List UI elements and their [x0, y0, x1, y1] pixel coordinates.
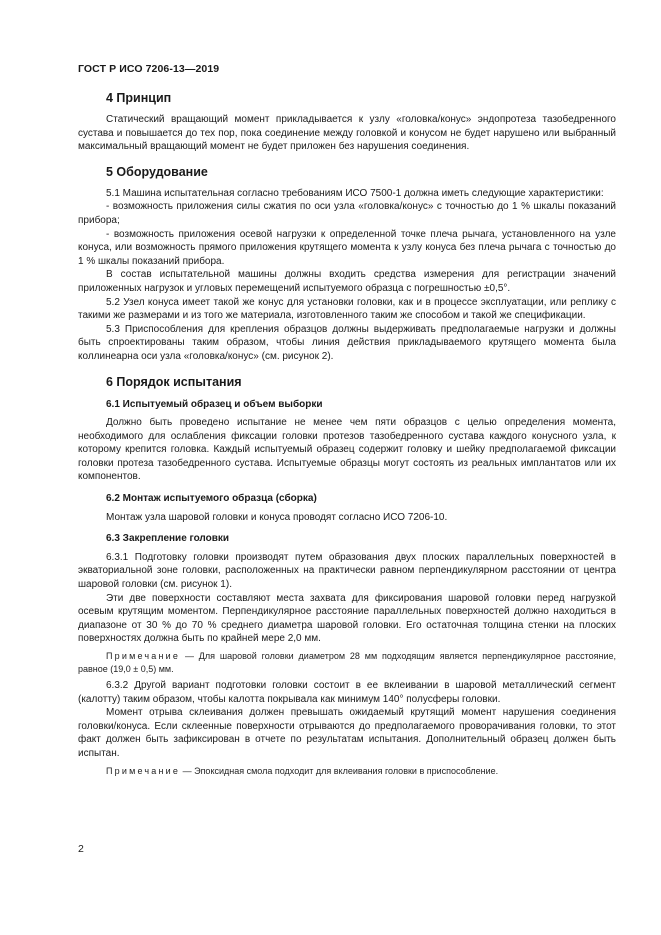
section-4-paragraph: Статический вращающий момент прикладывается к узлу «головка/конус» эндопротеза тазобедренного сустава и повышается до тех пор, пока соединение между головкой и конусом не будет нарушено или выбранный максимальный вращающий момент не будет приложен без нарушения соединения.	[78, 114, 616, 153]
section-6-3-1-paragraph: 6.3.1 Подготовку головки производят путем образования двух плоских параллельных поверхностей в экваториальной зоне головки, расположенных на практически равном перпендикулярном расстоянии от центра шаровой головки (см. рисунок 1).	[78, 551, 616, 591]
section-5-3-paragraph: 5.3 Приспособления для крепления образцов должны выдерживать предполагаемые нагрузки и должны быть спроектированы таким образом, чтобы линия действия прикладываемого крутящего момента была коллинеарна оси узла «головка/конус» (см. рисунок 2).	[78, 323, 616, 362]
note-2-text: — Эпоксидная смола подходит для вклеивания головки в приспособление.	[180, 765, 499, 776]
section-6-3-2-paragraph: 6.3.2 Другой вариант подготовки головки состоит в ее вклеивании в шаровой металлический сегмент (калотту) таким образом, чтобы калотта покрывала как минимум 140° полусферы головки.	[78, 680, 616, 705]
document-header: ГОСТ Р ИСО 7206-13—2019	[78, 63, 220, 75]
section-5-1-paragraph: 5.1 Машина испытательная согласно требованиям ИСО 7500-1 должна иметь следующие характеристики:	[106, 187, 604, 199]
section-4-heading: 4 Принцип	[106, 91, 172, 105]
section-6-3-heading: 6.3 Закрепление головки	[106, 533, 230, 545]
note-2	[78, 765, 616, 778]
note-1	[78, 650, 616, 675]
document-body	[78, 90, 616, 777]
section-6-3-1-surfaces: Эти две поверхности составляют места захвата для фиксирования шаровой головки перед нагрузкой осевым крутящим моментом. Перпендикулярное расстояние параллельных поверхностей должно находиться в диапазоне от 30 % до 70 % среднего диаметра шаровой головки. Его остаточная толщина стенки на плоских поверхностях должна быть по крайней мере 2,0 мм.	[78, 592, 616, 645]
note-1-text: — Для шаровой головки диаметром 28 мм подходящим является перпендикулярное расстояние, равное (19,0 ± 0,5) мм.	[78, 651, 616, 674]
section-5-1-item-2: - возможность приложения осевой нагрузки к определенной точке плеча рычага, установленного на узле конуса, или возможность прямого приложения крутящего момента к узлу конуса без плеча рычага с точностью до 1 % шкалы показаний прибора.	[78, 228, 616, 267]
section-6-heading: 6 Порядок испытания	[106, 374, 242, 389]
section-5-2-paragraph: 5.2 Узел конуса имеет такой же конус для установки головки, как и в процессе эксплуатации, или реплику с такими же размерами и из того же материала, изготовленного таким же способом и такой же спецификации.	[78, 296, 616, 322]
section-6-2-paragraph: Монтаж узла шаровой головки и конуса проводят согласно ИСО 7206-10.	[106, 511, 448, 523]
section-6-1-heading: 6.1 Испытуемый образец и объем выборки	[106, 398, 323, 410]
section-5-heading: 5 Оборудование	[106, 164, 208, 179]
section-5-1-measurement: В состав испытательной машины должны входить средства измерения для регистрации значений приложенных нагрузок и угловых перемещений испытуемого образца с погрешностью ±0,5°.	[78, 269, 616, 294]
section-6-3-2-bond: Момент отрыва склеивания должен превышать ожидаемый крутящий момент нарушения соединения головки/конуса. Если склеенные поверхности отрываются до предполагаемого проворачивания головки, то этот факт должен быть зафиксирован в отчете по результатам испытания. Дополнительный образец должен быть испытан.	[78, 707, 616, 759]
section-5-1-item-1: - возможность приложения силы сжатия по оси узла «головка/конус» с точностью до 1 % шкалы показаний прибора;	[78, 201, 616, 226]
page-number: 2	[78, 843, 84, 855]
section-6-1-paragraph: Должно быть проведено испытание не менее чем пяти образцов с целью определения момента, необходимого для ослабления фиксации головки протезов тазобедренного сустава каждого конусного узла, к которому крепится головка. Каждый испытуемый образец содержит головку и шейку предполагаемой фиксации головки протеза тазобедренного сустава. Испытуемые образцы могут состоять из реальных имплантатов или их компонентов.	[78, 417, 616, 483]
note-2-label: Примечание	[106, 765, 181, 776]
section-6-2-heading: 6.2 Монтаж испытуемого образца (сборка)	[106, 493, 317, 505]
note-1-label: Примечание	[106, 651, 181, 661]
